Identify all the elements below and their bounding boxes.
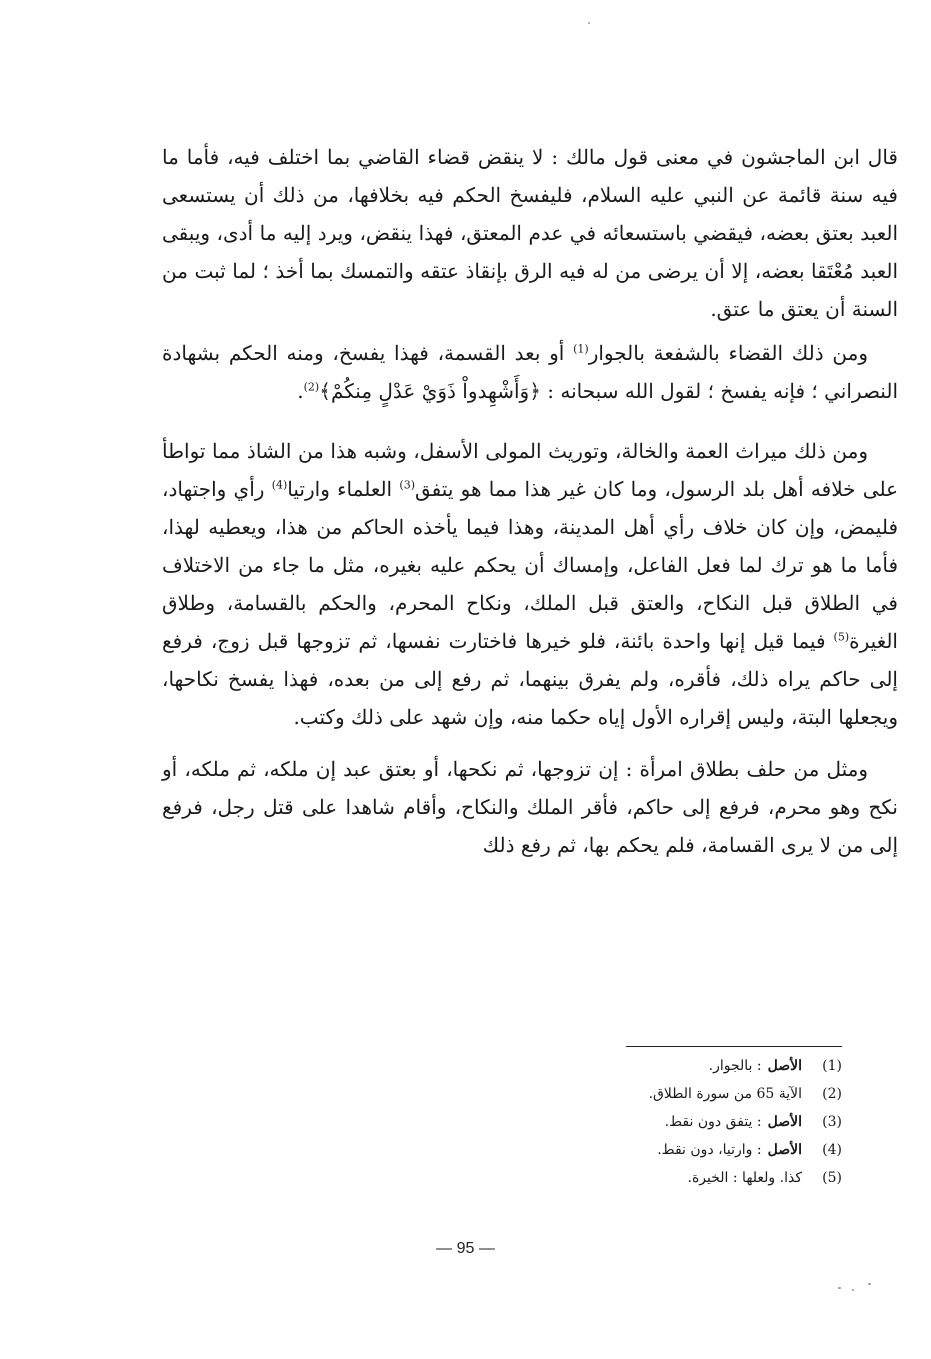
footnote-key: الأصل [767,1058,802,1074]
footnote-ref-2: (2) [303,380,320,394]
page-number: — 95 — [436,1240,495,1257]
footnote-text: : يتفق دون نقط. [664,1114,762,1130]
scan-speck [852,1289,854,1291]
footnote-text: كذا. ولعلها : الخيرة. [687,1170,802,1186]
footnote-number: (3) [822,1114,842,1130]
paragraph-3-part-3: رأي واجتهاد، فليمض، وإن كان خلاف رأي أهل المدينة، وهذا فيما يأخذه الحاكم من هذا، ويعطيه لهذا، فأما ما هو ترك لما فعل الفاعل، وإمساك أن يحكم عليه بغيره، مثل ما جاء من الاختلاف في الطلاق قبل النكاح، والعتق قبل الملك، ونكاح المحرم، والحكم بالقسامة، وطلاق الغيرة [162,477,898,653]
paragraph-1-line-2: فيه، فأما ما فيه سنة قائمة عن النبي عليه السلام، فليفسخ الحكم فيه بخلافها، [162,145,898,207]
paragraph-1-line-4: ينقض، ويرد إليه ما أدى، ويبقى العبد مُعْتَقا بعضه، إلا أن يرضى من له فيه الرق [162,221,898,283]
footnote-number: (2) [822,1086,842,1102]
scan-speck [868,1283,871,1285]
footnote-3 [470,1108,842,1136]
paragraph-3 [162,432,898,736]
scan-speck [588,22,590,24]
paragraph-2-end: . [297,379,304,403]
scan-speck [838,1287,841,1289]
paragraph-4 [162,750,898,864]
footnote-2 [470,1080,842,1108]
paragraph-3-part-1: ومن ذلك ميراث العمة والخالة، وتوريث المولى الأسفل، وشبه هذا من الشاذ مما تواطأ على خلافه أهل بلد الرسول، وما كان غير هذا مما هو يتفق [162,439,899,501]
footnote-separator [626,1046,842,1047]
footnote-4 [470,1136,842,1164]
footnote-key: الأصل [767,1142,802,1158]
paragraph-1-line-1: قال ابن الماجشون في معنى قول مالك : لا ينقض قضاء القاضي بما اختلف [267,145,898,169]
quran-quote: عَدْلٍ مِنكُمْ﴾ [319,379,416,403]
paragraph-2 [162,334,898,410]
footnote-number: (1) [822,1058,842,1074]
footnote-key: الأصل [767,1114,802,1130]
footnote-text: الآية 65 من سورة الطلاق. [648,1086,802,1102]
paragraph-4-text: ومثل من حلف بطلاق امرأة : إن تزوجها، ثم نكحها، أو بعتق عبد إن ملكه، ثم ملكه، أو نكح وهو محرم، فرفع إلى حاكم، فأقر الملك والنكاح، وأقام شاهدا على قتل رجل، فرفع إلى من لا يرى القسامة، فلم يحكم بها، ثم رفع ذلك [162,757,898,857]
footnote-ref-1: (1) [573,342,589,356]
footnote-text: : بالجوار. [708,1058,762,1074]
paragraph-2-line-1: ومن ذلك القضاء بالشفعة بالجوار [588,341,868,365]
footnote-1 [470,1052,842,1080]
paragraph-2-line-2: الحكم بشهادة النصراني ؛ فإنه يفسخ ؛ لقول الله سبحانه : ﴿وَأَشْهِدواْ ذَوَيْ [162,341,898,403]
paragraph-1 [162,138,898,328]
footnote-number: (5) [822,1170,842,1186]
main-text [162,138,898,864]
footnote-ref-4: (4) [271,478,288,492]
footnote-ref-5: (5) [833,630,850,644]
footnote-5 [470,1164,842,1192]
footnote-ref-3: (3) [399,478,415,492]
footnotes [470,1052,842,1192]
paragraph-1-line-3: من ذلك أن يستسعى العبد بعتق بعضه، فيقضي باستسعائه في عدم المعتق، فهذا [162,183,898,245]
paragraph-1-line-5: بإنقاذ عتقه والتمسك بما أخذ ؛ لما ثبت من السنة أن يعتق ما عتق. [162,259,898,321]
paragraph-2-line-1-cont: أو بعد القسمة، فهذا يفسخ، ومنه [286,341,574,365]
paragraph-3-part-4: فيما قيل إنها واحدة بائنة، فلو خيرها فاختارت نفسها، ثم تزوجها قبل زوج، فرفع إلى حاكم يراه ذلك، فأقره، ولم يفرق بينهما، ثم رفع إلى من بعده، فهذا يفسخ نكاحها، ويجعلها البتة، وليس إقراره الأول إياه حكما منه، وإن شهد على ذلك وكتب. [162,629,898,729]
paragraph-3-part-2: العلماء وارتيا [287,477,400,501]
footnote-number: (4) [822,1142,842,1158]
footnote-text: : وارتيا، دون نقط. [657,1142,762,1158]
